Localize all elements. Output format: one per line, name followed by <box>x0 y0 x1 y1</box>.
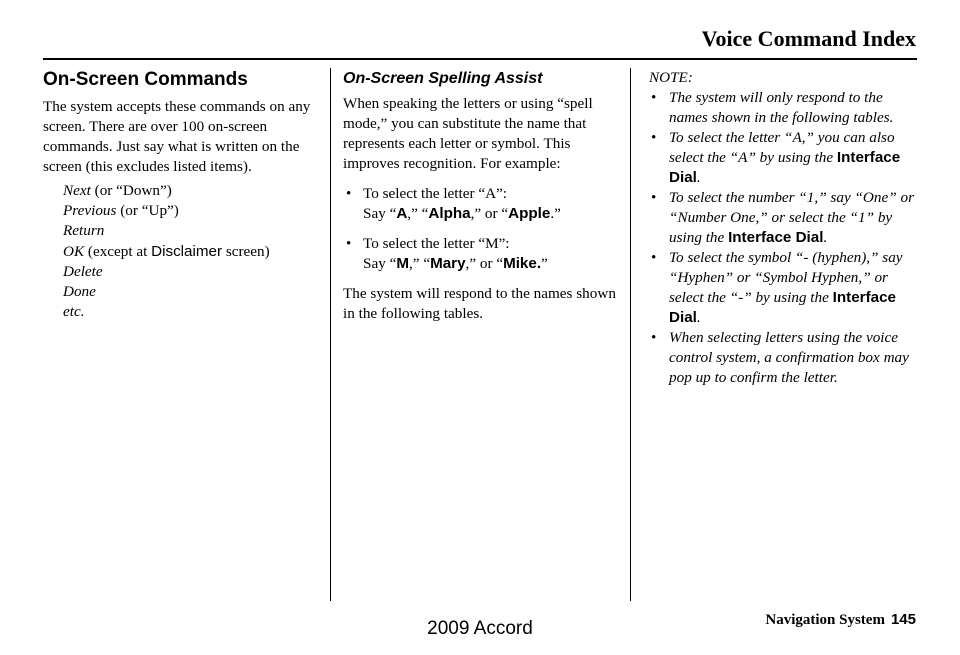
command-item-next <box>63 181 320 201</box>
say-prefix: Say “ <box>363 205 397 222</box>
spoken-word: Apple <box>508 205 551 222</box>
note-text: . <box>696 169 701 186</box>
command-word: OK <box>63 242 85 260</box>
command-word: Next <box>63 182 91 199</box>
note-text: To select the letter “A,” you can also select the “A” by using the <box>669 129 895 166</box>
command-word: Return <box>63 222 105 240</box>
note-item <box>649 248 924 328</box>
note-text: When selecting letters using the voice control system, a confirmation box may pop up to confirm the letter. <box>669 329 909 386</box>
command-word: etc. <box>63 303 85 321</box>
header-rule <box>43 58 917 60</box>
command-item-delete <box>63 262 320 282</box>
command-list <box>43 181 320 322</box>
note-text: The system will only respond to the names shown in the following tables. <box>669 89 894 126</box>
command-word: Delete <box>63 262 103 280</box>
disclaimer-label: Disclaimer <box>151 242 223 260</box>
example-instruction: To select the letter “A”: <box>363 185 507 202</box>
command-note: (or “Down”) <box>90 182 172 199</box>
spoken-word: Alpha <box>428 205 471 222</box>
command-item-done <box>63 282 320 302</box>
spelling-assist-intro: When speaking the letters or using “spell mode,” you can substitute the name that represents each letter or symbol. This improves recognition. For example: <box>343 95 593 172</box>
note-item <box>649 328 924 388</box>
command-word: Done <box>63 283 96 301</box>
separator: .” <box>550 205 561 222</box>
spoken-word: Mary <box>430 255 466 272</box>
note-text: . <box>696 309 701 326</box>
spoken-word: Mike. <box>503 255 542 272</box>
footer-section-title: Navigation System <box>765 612 885 628</box>
command-item-previous <box>63 201 320 221</box>
say-prefix: Say “ <box>363 255 397 272</box>
command-note: (or “Up”) <box>116 202 179 220</box>
command-note: screen) <box>222 242 270 260</box>
section-heading-spelling-assist: On-Screen Spelling Assist <box>343 70 543 87</box>
interface-dial-label: Interface Dial <box>669 149 901 186</box>
spelling-assist-outro: The system will respond to the names shown in the following tables. <box>343 285 616 322</box>
spelling-example-a <box>343 184 621 224</box>
command-item-etc <box>63 302 320 322</box>
page-title: Voice Command Index <box>701 26 916 51</box>
note-text: To select the number “1,” say “One” or “Number One,” or select the “1” by using the <box>669 189 914 246</box>
example-instruction: To select the letter “M”: <box>363 235 510 252</box>
column-divider-2 <box>630 68 631 601</box>
on-screen-commands-intro: The system accepts these commands on any screen. There are over 100 on-screen commands. Just say what is written on the screen (this excludes listed items). <box>43 98 311 175</box>
command-item-ok <box>63 242 320 262</box>
spoken-word: M <box>396 255 409 272</box>
note-text: . <box>823 229 828 246</box>
column-on-screen-commands <box>43 68 320 322</box>
separator: ” <box>541 255 548 272</box>
separator: ,” or “ <box>470 205 509 222</box>
page-number: 145 <box>890 611 916 628</box>
separator: ,” “ <box>408 255 431 272</box>
spelling-examples <box>343 184 621 274</box>
column-divider-1 <box>330 68 331 601</box>
separator: ,” or “ <box>465 255 504 272</box>
note-item <box>649 88 924 128</box>
separator: ,” “ <box>407 205 429 222</box>
column-spelling-assist <box>343 68 621 324</box>
interface-dial-label: Interface Dial <box>669 289 896 326</box>
column-notes <box>649 68 924 388</box>
spelling-example-m <box>343 234 621 274</box>
command-note: (except at <box>84 242 152 260</box>
command-item-return <box>63 221 320 241</box>
note-item <box>649 128 924 188</box>
note-item <box>649 188 924 248</box>
command-word: Previous <box>63 202 117 220</box>
spoken-word: A <box>396 205 408 222</box>
note-text: To select the symbol “- (hyphen),” say “Hyphen” or “Symbol Hyphen,” or select the “-” by using the <box>669 249 903 306</box>
interface-dial-label: Interface Dial <box>728 229 824 246</box>
note-title: NOTE: <box>649 69 693 86</box>
footer-watermark: 2009 Accord <box>427 618 533 639</box>
note-list <box>649 88 924 388</box>
section-heading-on-screen-commands: On-Screen Commands <box>43 69 248 90</box>
